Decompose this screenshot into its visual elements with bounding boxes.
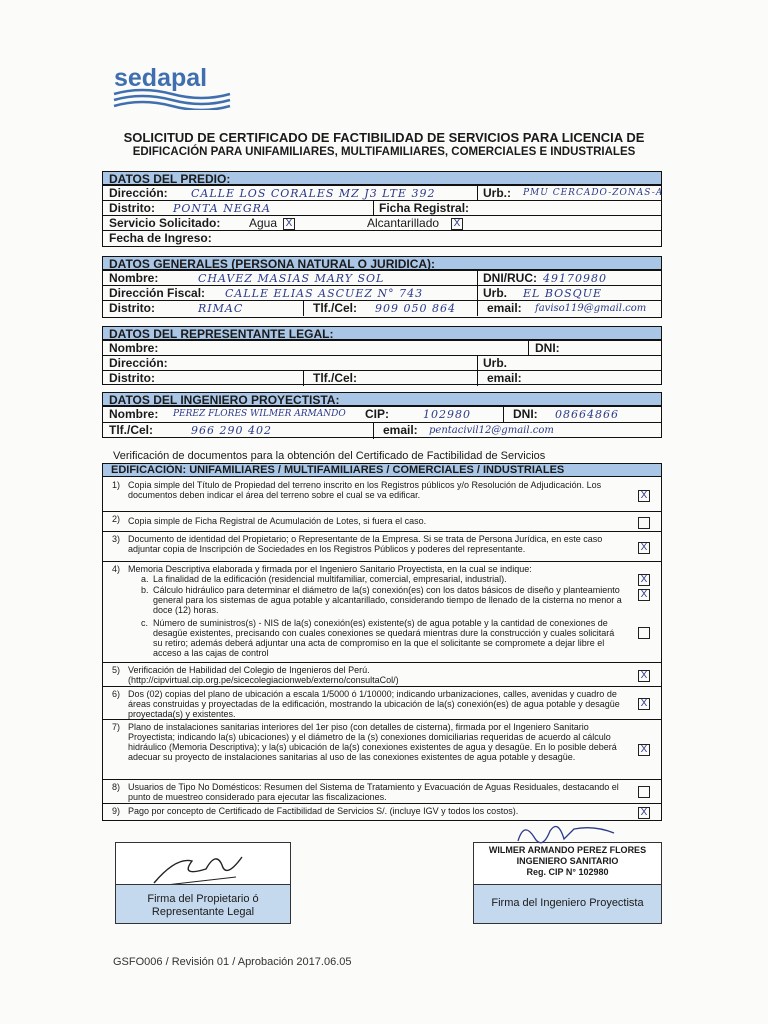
rep-dni-label: DNI:	[535, 341, 560, 355]
ingeniero-caption-text: Firma del Ingeniero Proyectista	[491, 897, 644, 909]
rep-row-nombre	[103, 341, 661, 356]
predio-row-servicio	[103, 216, 661, 231]
req-item-4	[103, 562, 661, 663]
generales-row-fiscal	[103, 286, 661, 301]
direccion-fiscal-value[interactable]: CALLE ELIAS ASCUEZ N° 743	[225, 287, 424, 300]
distrito-generales-value[interactable]: RIMAC	[198, 302, 244, 315]
alcantarillado-checkbox[interactable]: X	[451, 218, 463, 230]
subitem-b-checkbox[interactable]: X	[638, 589, 650, 601]
rep-tlf-label: Tlf./Cel:	[313, 371, 357, 385]
urb-value[interactable]: PMU CERCADO-ZONAS-A	[523, 188, 664, 198]
req-text: Copia simple de Ficha Registral de Acumulación de Lotes, si fuera el caso.	[128, 516, 427, 526]
urb-label: Urb.:	[483, 186, 511, 200]
ing-row-nombre	[103, 407, 661, 423]
generales-row-distrito	[103, 301, 661, 316]
req-num: 3)	[112, 534, 121, 544]
agua-checkbox[interactable]: X	[283, 218, 295, 230]
stamp-title: INGENIERO SANITARIO	[516, 856, 619, 866]
agua-label: Agua	[249, 216, 278, 230]
email-generales-value[interactable]: faviso119@gmail.com	[535, 303, 647, 314]
req-6-checkbox[interactable]: X	[638, 698, 650, 710]
section-representante-header: DATOS DEL REPRESENTANTE LEGAL:	[102, 326, 662, 340]
subitem-letter: c.	[141, 618, 149, 628]
req-num: 5)	[112, 665, 121, 675]
rep-row-direccion	[103, 356, 661, 371]
req-num: 9)	[112, 806, 121, 816]
requirements-table	[102, 463, 662, 821]
subitem-text: La finalidad de la edificación (residencial multifamiliar, comercial, empresarial, industrial).	[153, 574, 507, 584]
req-text: Verificación de Habilidad del Colegio de Ingenieros del Perú. (http://cipvirtual.cip.org.pe/sicecolegiacionweb/externo/consultaCol/)	[128, 665, 399, 685]
req-5-checkbox[interactable]: X	[638, 670, 650, 682]
form-footer: GSFO006 / Revisión 01 / Aprobación 2017.06.05	[113, 956, 352, 968]
stamp	[474, 845, 661, 878]
propietario-signature-box[interactable]	[115, 842, 291, 924]
ingeniero-box	[102, 406, 662, 438]
ing-nombre-label: Nombre:	[109, 407, 159, 421]
req-num: 1)	[112, 480, 121, 490]
rep-row-distrito	[103, 371, 661, 386]
subitem-c-checkbox[interactable]	[638, 627, 650, 639]
ingeniero-signature-caption	[474, 884, 661, 923]
sedapal-logo: sedapal	[114, 64, 208, 92]
req-7-checkbox[interactable]: X	[638, 744, 650, 756]
fecha-label: Fecha de Ingreso:	[109, 231, 212, 245]
ing-cip-label: CIP:	[365, 407, 389, 421]
propietario-caption-text: Firma del Propietario ó Representante Legal	[147, 893, 259, 918]
req-3-checkbox[interactable]: X	[638, 542, 650, 554]
urb-generales-label: Urb.	[483, 286, 507, 300]
req-item-7	[103, 720, 661, 780]
req-text: Documento de identidad del Propietario; o Representante de la Empresa. Si se trata de Persona Jurídica, en este caso adjuntar copia de Inscripción de Sociedades en los Registros Públicos y poderes del representante.	[128, 534, 603, 554]
distrito-label: Distrito:	[109, 201, 155, 215]
ing-dni-label: DNI:	[513, 407, 538, 421]
section-generales-header: DATOS GENERALES (PERSONA NATURAL O JURIDICA):	[102, 256, 662, 270]
nombre-label: Nombre:	[109, 271, 159, 285]
tlf-generales-value[interactable]: 909 050 864	[375, 302, 456, 315]
requirements-header: EDIFICACIÓN: UNIFAMILIARES / MULTIFAMILIARES / COMERCIALES / INDUSTRIALES	[103, 464, 661, 477]
subitem-letter: a.	[141, 574, 149, 584]
rep-distrito-label: Distrito:	[109, 371, 155, 385]
section-predio-header: DATOS DEL PREDIO:	[102, 171, 662, 185]
ing-row-tlf	[103, 423, 661, 439]
req-text: Pago por concepto de Certificado de Factibilidad de Servicios S/. (incluye IGV y todos los costos).	[128, 806, 519, 816]
req-num: 8)	[112, 782, 121, 792]
req-2-checkbox[interactable]	[638, 517, 650, 529]
representante-box	[102, 340, 662, 385]
ing-email-value[interactable]: pentacivil12@gmail.com	[429, 425, 554, 436]
propietario-signature-caption	[116, 884, 290, 923]
direccion-value[interactable]: CALLE LOS CORALES MZ J3 LTE 392	[191, 187, 436, 200]
distrito-generales-label: Distrito:	[109, 301, 155, 315]
urb-generales-value[interactable]: EL BOSQUE	[523, 287, 602, 300]
subitem-a-checkbox[interactable]: X	[638, 574, 650, 586]
form-subtitle: EDIFICACIÓN PARA UNIFAMILIARES, MULTIFAMILIARES, COMERCIALES E INDUSTRIALES	[132, 146, 636, 158]
generales-box	[102, 270, 662, 318]
ingeniero-signature-box[interactable]	[473, 842, 662, 924]
rep-urb-label: Urb.	[483, 356, 507, 370]
generales-row-nombre	[103, 271, 661, 286]
subitem-letter: b.	[141, 585, 149, 595]
ing-tlf-label: Tlf./Cel:	[109, 423, 153, 437]
predio-box	[102, 185, 662, 247]
req-8-checkbox[interactable]	[638, 786, 650, 798]
req-text: Copia simple del Título de Propiedad del terreno inscrito en los Registros públicos y/o Resolución de Adjudicación. Los documentos deben indicar el área del terreno sobre el cual se va edificar.	[128, 480, 602, 500]
req-text: Memoria Descriptiva elaborada y firmada por el Ingeniero Sanitario Proyectista, en la cual se indique:	[128, 564, 532, 574]
stamp-name: WILMER ARMANDO PEREZ FLORES	[488, 845, 647, 855]
req-num: 2)	[112, 514, 121, 524]
ing-nombre-value[interactable]: PEREZ FLORES WILMER ARMANDO	[173, 409, 346, 419]
req-item-1	[103, 478, 661, 512]
email-generales-label: email:	[487, 301, 522, 315]
subitem-text: Cálculo hidráulico para determinar el diámetro de la(s) conexión(es) con los datos básicos de diseño y planteamiento general para los sistemas de agua potable y alcantarillado, considerando tiempo de llenado de la cisterna no menor a doce (12) horas.	[153, 585, 622, 615]
servicio-label: Servicio Solicitado:	[109, 216, 221, 230]
distrito-value[interactable]: PONTA NEGRA	[173, 202, 271, 215]
ficha-label: Ficha Registral:	[379, 201, 470, 215]
predio-row-distrito	[103, 201, 661, 216]
req-item-3	[103, 532, 661, 562]
req-text: Usuarios de Tipo No Domésticos: Resumen del Sistema de Tratamiento y Evacuación de Aguas Residuales, destacando el punto de muestreo considerado para ejecutar las fiscalizaciones.	[128, 782, 619, 802]
verificacion-intro: Verificación de documentos para la obtención del Certificado de Factibilidad de Servicios	[113, 450, 546, 462]
dni-ruc-label: DNI/RUC:	[483, 271, 537, 285]
rep-direccion-label: Dirección:	[109, 356, 168, 370]
req-9-checkbox[interactable]: X	[638, 807, 650, 819]
ing-dni-value[interactable]: 08664866	[555, 408, 619, 421]
req-item-2	[103, 512, 661, 532]
subitem-text: Número de suministros(s) - NIS de la(s) conexión(es) existente(s) de agua potable y la cantidad de conexiones de desagüe existentes, precisando con cuales conexiones se quedará mientras dure la construcción y cuales solicitará su retiro; además deberá adjuntar una acta de compromiso en la que el solicitante se compromete a dejar libre el acceso a las cajas de control	[153, 618, 615, 658]
sedapal-waves-icon	[112, 88, 232, 110]
tlf-generales-label: Tlf./Cel:	[313, 301, 357, 315]
req-item-6	[103, 687, 661, 720]
req-text: Dos (02) copias del plano de ubicación a escala 1/5000 ó 1/10000; indicando urbanizaciones, calles, avenidas y cuadro de áreas construidas y proyectadas de la edificación, mostrando la ubicación de la(s) conexión(es) de agua potable y desagüe proyectada(s) y existentes.	[128, 689, 620, 719]
stamp-reg: Reg. CIP N° 102980	[526, 867, 609, 877]
req-num: 4)	[112, 564, 121, 574]
req-num: 6)	[112, 689, 121, 699]
ing-tlf-value[interactable]: 966 290 402	[191, 424, 272, 437]
req-item-5	[103, 663, 661, 687]
section-ingeniero-header: DATOS DEL INGENIERO PROYECTISTA:	[102, 392, 662, 406]
req-num: 7)	[112, 722, 121, 732]
ing-email-label: email:	[383, 423, 418, 437]
dni-ruc-value[interactable]: 49170980	[543, 272, 607, 285]
alcantarillado-label: Alcantarillado	[367, 216, 440, 230]
rep-email-label: email:	[487, 371, 522, 385]
req-item-8	[103, 780, 661, 804]
ing-cip-value[interactable]: 102980	[423, 408, 471, 421]
rep-nombre-label: Nombre:	[109, 341, 159, 355]
req-text: Plano de instalaciones sanitarias interiores del 1er piso (con detalles de cisterna), firmada por el Ingeniero Sanitario Proyectista; indicando la(s) ubicaciones) y el diámetro de la (s) conexiones domiciliarias requeridas de acuerdo al cálculo hidráulico (Memoria Descriptiva); y la(s) ubicación de la(s) conexiones existentes de agua y desagüe. En lo posible deberá adecuar su proyecto de instalaciones sanitarias al uso de las conexiones existentes de agua potable y desagüe.	[128, 722, 617, 762]
predio-row-fecha	[103, 231, 661, 246]
form-title: SOLICITUD DE CERTIFICADO DE FACTIBILIDAD DE SERVICIOS PARA LICENCIA DE	[123, 130, 645, 145]
predio-row-direccion	[103, 186, 664, 201]
direccion-label: Dirección:	[109, 186, 168, 200]
req-1-checkbox[interactable]: X	[638, 490, 650, 502]
nombre-value[interactable]: CHAVEZ MASIAS MARY SOL	[198, 272, 385, 285]
direccion-fiscal-label: Dirección Fiscal:	[109, 286, 206, 300]
